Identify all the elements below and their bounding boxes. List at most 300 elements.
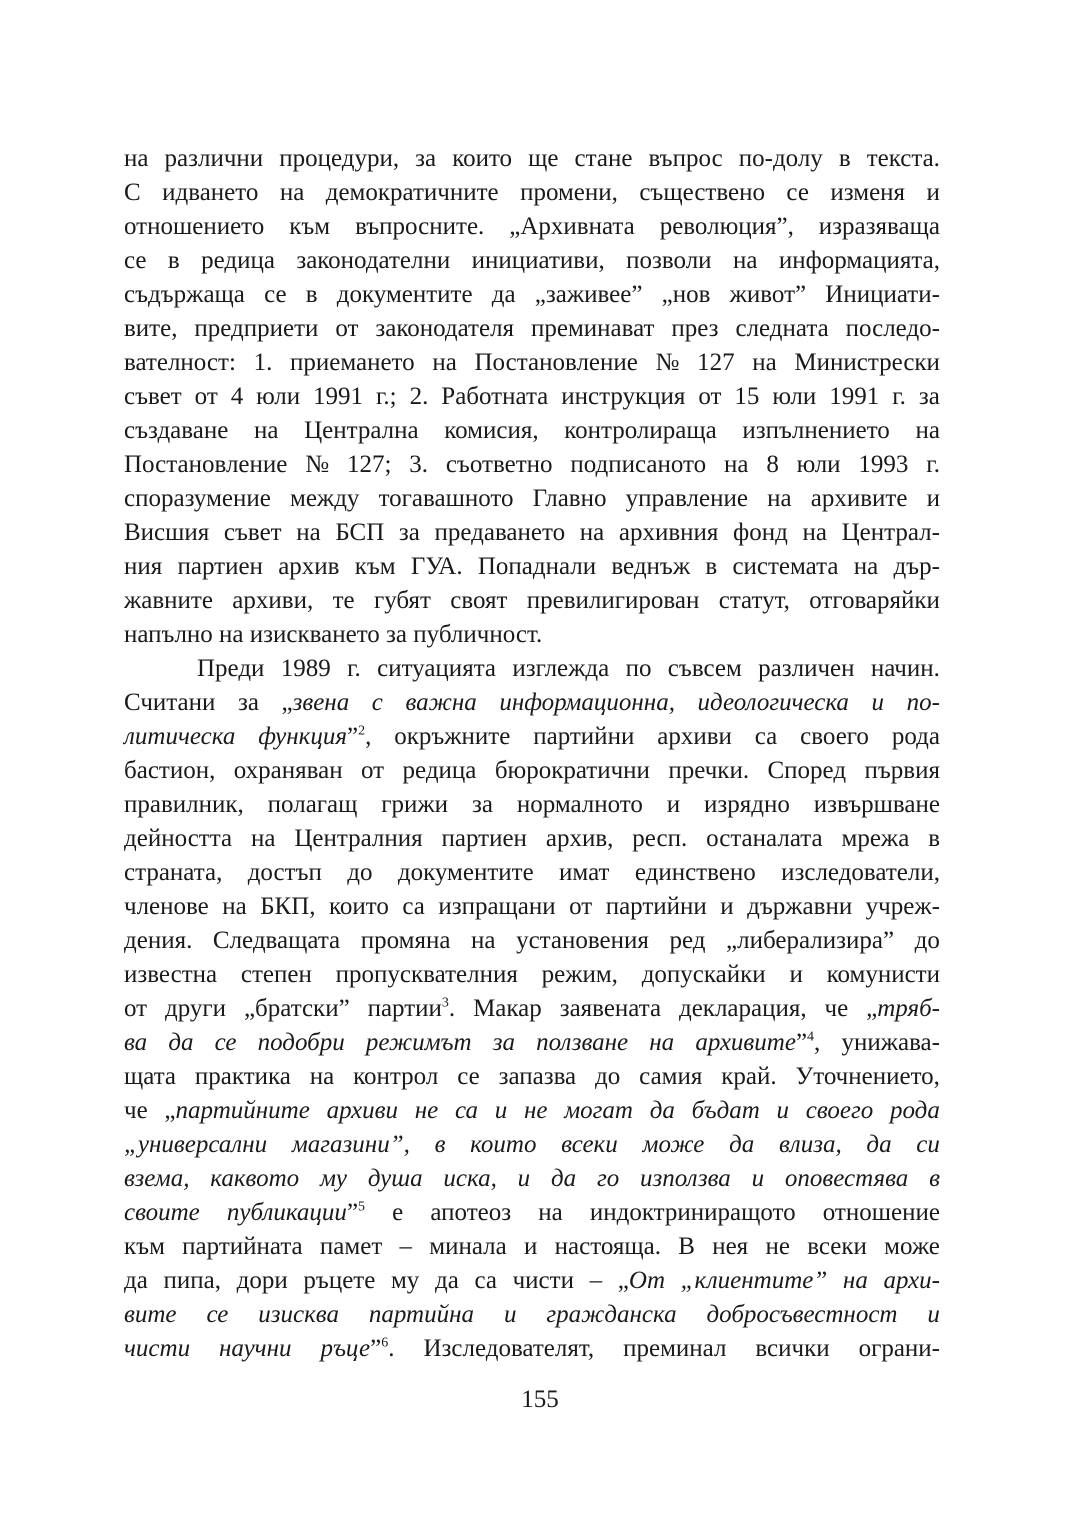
word: в — [929, 1165, 940, 1192]
word: се — [264, 281, 287, 308]
word: Попаднали — [477, 553, 597, 580]
word: 1991 — [829, 383, 880, 410]
word: на — [250, 825, 276, 852]
word: нея — [712, 1233, 749, 1260]
word: и — [926, 485, 940, 512]
word: и — [789, 961, 803, 988]
word: че — [124, 1097, 148, 1124]
word: научни — [219, 1335, 292, 1362]
word: за — [492, 1029, 515, 1056]
word: подобри — [257, 1029, 345, 1056]
word: бастион, — [124, 757, 216, 784]
word: до — [595, 1063, 621, 1090]
word: се — [214, 1029, 237, 1056]
word: режимът — [365, 1029, 472, 1056]
text-line — [124, 958, 940, 992]
word: различни — [164, 145, 264, 172]
word: Постановление — [474, 349, 638, 376]
word: за — [415, 145, 437, 172]
word: г. — [347, 655, 361, 682]
word: окръжните — [394, 723, 511, 750]
word: изглежда — [512, 655, 610, 682]
word: последо- — [845, 315, 940, 342]
word: важна — [405, 689, 477, 716]
word: оповестява — [784, 1165, 909, 1192]
word: партии$^3$. — [367, 995, 456, 1022]
word: установения — [516, 927, 649, 954]
word: преминават — [530, 315, 655, 342]
word: минала — [429, 1233, 507, 1260]
word: запазва — [498, 1063, 577, 1090]
word: инициативи, — [471, 247, 605, 274]
word: С — [124, 179, 141, 206]
word: въпросните. — [355, 213, 485, 240]
word: Министрески — [794, 349, 940, 376]
word: и — [503, 1301, 517, 1328]
word: предприети — [194, 315, 319, 342]
word: да — [434, 1267, 459, 1294]
text-line — [124, 890, 940, 924]
word: законодателни — [296, 247, 451, 274]
word: „универсални — [124, 1131, 268, 1158]
word: от — [124, 995, 148, 1022]
text-line — [124, 176, 940, 210]
word: инструкция — [561, 383, 686, 410]
word: отношението — [124, 213, 265, 240]
word: 4 — [230, 383, 244, 410]
word: на — [853, 553, 879, 580]
text-line — [124, 380, 940, 414]
word: по — [625, 655, 652, 682]
word: декларация, — [678, 995, 807, 1022]
text-line — [124, 822, 940, 856]
word: своего — [805, 1097, 874, 1124]
word: към — [354, 553, 396, 580]
word: изследователи, — [781, 859, 940, 886]
word: Работната — [441, 383, 549, 410]
word: на — [723, 451, 749, 478]
word: ред — [669, 927, 706, 954]
word: вите, — [124, 315, 178, 342]
text-line — [124, 992, 940, 1026]
word: на — [802, 519, 827, 546]
word: текста. — [866, 145, 940, 172]
word: правилник, — [124, 791, 244, 818]
word: съответно — [445, 451, 553, 478]
word: и — [494, 1097, 508, 1124]
word: системата — [732, 553, 839, 580]
word: г.; — [376, 383, 397, 410]
word: напълно на изискването за публичност. — [124, 621, 543, 648]
word: отношение — [822, 1199, 940, 1226]
word: чисти — [124, 1335, 191, 1362]
word: управление — [625, 485, 748, 512]
word: до — [914, 927, 940, 954]
word: идеологическа — [697, 689, 849, 716]
word: може — [884, 1233, 940, 1260]
word: от — [335, 315, 359, 342]
word: съдържаща — [124, 281, 245, 308]
word: гражданска — [546, 1301, 677, 1328]
word: се — [457, 1063, 480, 1090]
word: използва — [640, 1165, 731, 1192]
word: архи- — [883, 1267, 940, 1294]
word: ГУА. — [410, 553, 463, 580]
word: приемането — [289, 349, 415, 376]
word: фонд — [733, 519, 788, 546]
word: и — [776, 1097, 790, 1124]
word: „клиентите” — [680, 1267, 828, 1294]
word: жавните — [124, 587, 213, 614]
word: г. — [892, 383, 906, 410]
word: единствено — [634, 859, 756, 886]
word: за — [471, 791, 493, 818]
word: ситуацията — [377, 655, 497, 682]
word: 1989 — [280, 655, 331, 682]
word: идването — [162, 179, 259, 206]
word: БКП, — [260, 893, 316, 920]
word: те — [332, 587, 355, 614]
word: в — [928, 825, 940, 852]
word: съвсем — [667, 655, 742, 682]
word: г. — [926, 451, 940, 478]
word: в — [434, 1131, 446, 1158]
word: практика — [194, 1063, 291, 1090]
word: „братски” — [243, 995, 350, 1022]
text-line — [124, 1128, 940, 1162]
word: достъп — [247, 859, 322, 886]
word: Централния — [294, 825, 423, 852]
word: – — [589, 1267, 603, 1294]
word: се — [124, 247, 147, 274]
word: останалата — [706, 825, 823, 852]
word: предаването — [434, 519, 566, 546]
word: партиен — [177, 553, 263, 580]
word: партийната — [182, 1233, 303, 1260]
word: първия — [864, 757, 940, 784]
word: рода — [891, 723, 940, 750]
word: с — [371, 689, 383, 716]
word: 1. — [253, 349, 273, 376]
word: архив, — [545, 825, 614, 852]
text-line — [124, 788, 940, 822]
word: в — [838, 145, 851, 172]
word: всеки — [807, 1233, 867, 1260]
word: Макар — [473, 995, 542, 1022]
word: иска, — [443, 1165, 497, 1192]
word: Считани — [124, 689, 216, 716]
word: архиви — [657, 723, 732, 750]
word: 2. — [409, 383, 429, 410]
word: комисия, — [444, 417, 539, 444]
text-line — [124, 244, 940, 278]
word: документите — [336, 281, 473, 308]
word: Според — [767, 757, 847, 784]
text-line — [124, 584, 940, 618]
text-line — [124, 1230, 940, 1264]
word: по-долу — [738, 145, 823, 172]
word: вите — [124, 1301, 177, 1328]
word: контролираща — [564, 417, 717, 444]
word: известна — [124, 961, 218, 988]
word: ва — [124, 1029, 148, 1056]
word: е — [392, 1199, 404, 1226]
word: всички — [755, 1335, 830, 1362]
word: демократичните — [325, 179, 499, 206]
word: ния — [124, 553, 163, 580]
word: архивите — [810, 485, 908, 512]
word: на — [915, 417, 940, 444]
word: да — [491, 281, 516, 308]
word: да — [550, 1165, 577, 1192]
text-line — [124, 720, 940, 754]
word: създаване — [124, 417, 229, 444]
word: имат — [559, 859, 610, 886]
word: на — [432, 349, 457, 376]
word: „тряб- — [866, 995, 940, 1022]
word: законодателя — [375, 315, 515, 342]
word: влиза, — [778, 1131, 842, 1158]
word: пропусквателния — [335, 961, 518, 988]
word: Следващата — [212, 927, 341, 954]
word: са — [455, 1097, 478, 1124]
text-line — [124, 1026, 940, 1060]
word: на — [471, 927, 496, 954]
word: юли — [772, 383, 817, 410]
word: литическа — [124, 723, 236, 750]
word: през — [671, 315, 719, 342]
word: В — [678, 1233, 695, 1260]
word: учреж- — [865, 893, 940, 920]
word: и — [927, 1301, 940, 1328]
word: на — [538, 1199, 563, 1226]
word: добросъвестност — [706, 1301, 898, 1328]
word: „звена — [281, 689, 350, 716]
word: съвет — [223, 519, 282, 546]
word: своего — [800, 723, 869, 750]
word: ограни- — [858, 1335, 940, 1362]
word: дения. — [124, 927, 193, 954]
word: 8 — [766, 451, 779, 478]
word: редица — [402, 757, 477, 784]
text-line — [124, 1162, 940, 1196]
word: 127 — [697, 349, 735, 376]
word: които — [452, 145, 513, 172]
word: му — [319, 1165, 347, 1192]
word: режим, — [541, 961, 618, 988]
word: живот” — [729, 281, 807, 308]
word: други — [165, 995, 227, 1022]
word: и — [524, 1233, 538, 1260]
word: да — [124, 1267, 148, 1294]
word: начин. — [870, 655, 940, 682]
word: губят — [373, 587, 431, 614]
word: следната — [735, 315, 829, 342]
word: от — [569, 893, 593, 920]
word: на — [752, 349, 777, 376]
word: Изследователят, — [423, 1335, 595, 1362]
word: архиви — [326, 1097, 399, 1124]
page-number: 155 — [521, 1386, 559, 1413]
word: памет — [319, 1233, 383, 1260]
text-line — [124, 856, 940, 890]
word: позволи — [626, 247, 712, 274]
text-line — [124, 618, 940, 652]
word: Преди — [197, 655, 265, 682]
word: охраняван — [233, 757, 343, 784]
footnote-ref: 4 — [807, 1029, 815, 1045]
word: № — [655, 349, 680, 376]
word: в — [705, 553, 718, 580]
word: от — [698, 383, 722, 410]
word: стане — [574, 145, 633, 172]
text-line — [124, 1298, 940, 1332]
word: на — [649, 1029, 675, 1056]
word: на — [732, 247, 758, 274]
word: БСП — [335, 519, 385, 546]
word: на — [767, 485, 792, 512]
word: Постановление — [124, 451, 288, 478]
word: се — [786, 179, 809, 206]
word: индоктриниращото — [589, 1199, 796, 1226]
word: между — [290, 485, 360, 512]
word: и — [720, 893, 734, 920]
word: да — [649, 1097, 675, 1124]
word: изразяваща — [818, 213, 940, 240]
footnote-ref: 3 — [441, 995, 449, 1011]
word: Централна — [304, 417, 419, 444]
word: за — [398, 519, 420, 546]
word: споразумение — [124, 485, 271, 512]
word: самия — [639, 1063, 703, 1090]
word: съвет — [124, 383, 182, 410]
word: на — [222, 893, 247, 920]
text-line — [124, 312, 940, 346]
word: извършване — [813, 791, 940, 818]
word: въпрос — [648, 145, 723, 172]
word: своят — [450, 587, 508, 614]
word: го — [596, 1165, 620, 1192]
word: не — [523, 1097, 548, 1124]
footnote-ref: 5 — [358, 1199, 366, 1215]
word: че — [824, 995, 849, 1022]
text-line — [124, 448, 940, 482]
word: 127; — [346, 451, 392, 478]
word: и — [871, 689, 884, 716]
word: функция”$^2$, — [258, 723, 372, 750]
word: на — [124, 145, 149, 172]
word: архив — [278, 553, 340, 580]
word: степен — [240, 961, 312, 988]
text-line — [124, 414, 940, 448]
word: респ. — [632, 825, 688, 852]
word: Висшия — [124, 519, 210, 546]
word: партийни — [605, 893, 707, 920]
word: различен — [758, 655, 855, 682]
text-line — [124, 686, 940, 720]
word: „партийните — [164, 1097, 310, 1124]
word: комунисти — [826, 961, 940, 988]
word: подписаното — [570, 451, 707, 478]
word: и — [751, 1165, 765, 1192]
word: му — [390, 1267, 420, 1294]
word: да — [866, 1131, 892, 1158]
word: всеки — [561, 1131, 618, 1158]
word: каквото — [210, 1165, 300, 1192]
word: изисква — [258, 1301, 339, 1328]
body-text — [124, 142, 940, 1366]
word: партийна — [368, 1301, 475, 1328]
word: от — [361, 757, 385, 784]
word: партийни — [533, 723, 635, 750]
word: членове — [124, 893, 209, 920]
word: своите — [124, 1199, 200, 1226]
word: публикации”$^5$ — [226, 1199, 366, 1226]
word: изпращани — [438, 893, 556, 920]
word: могат — [564, 1097, 633, 1124]
word: си — [916, 1131, 940, 1158]
word: не — [765, 1233, 790, 1260]
word: за — [918, 383, 940, 410]
word: по- — [906, 689, 940, 716]
word: взема, — [124, 1165, 190, 1192]
word: Централ- — [841, 519, 940, 546]
word: отговаряйки — [809, 587, 940, 614]
word: промяна — [360, 927, 451, 954]
word: „нов — [661, 281, 711, 308]
word: заявената — [559, 995, 662, 1022]
word: веднъж — [611, 553, 691, 580]
word: и — [517, 1165, 531, 1192]
word: революция”, — [659, 213, 794, 240]
word: които — [470, 1131, 537, 1158]
text-line — [124, 482, 940, 516]
word: се — [206, 1301, 229, 1328]
word: партиен — [441, 825, 527, 852]
text-line — [124, 550, 940, 584]
word: 15 — [734, 383, 760, 410]
word: унижава- — [841, 1029, 940, 1056]
word: да — [168, 1029, 194, 1056]
word: „Архивната — [509, 213, 635, 240]
word: 1993 — [858, 451, 909, 478]
word: изпълнението — [742, 417, 890, 444]
word: на — [309, 1063, 335, 1090]
word: редица — [201, 247, 275, 274]
word: бюрократични — [494, 757, 650, 784]
text-line — [124, 346, 940, 380]
word: настояща. — [554, 1233, 661, 1260]
word: юли — [256, 383, 301, 410]
text-line — [124, 924, 940, 958]
word: Инициати- — [825, 281, 940, 308]
text-line — [124, 1060, 940, 1094]
word: юли — [796, 451, 841, 478]
word: превилигирован — [526, 587, 700, 614]
word: до — [347, 859, 373, 886]
word: № — [305, 451, 330, 478]
text-line — [124, 1196, 940, 1230]
word: дър- — [893, 553, 940, 580]
word: са — [754, 723, 778, 750]
word: чисти — [512, 1267, 574, 1294]
word: държавни — [747, 893, 853, 920]
word: и — [926, 179, 940, 206]
word: магазини”, — [291, 1131, 410, 1158]
word: ръце”$^6$. — [320, 1335, 395, 1362]
text-line — [124, 210, 940, 244]
word: „заживее” — [534, 281, 643, 308]
